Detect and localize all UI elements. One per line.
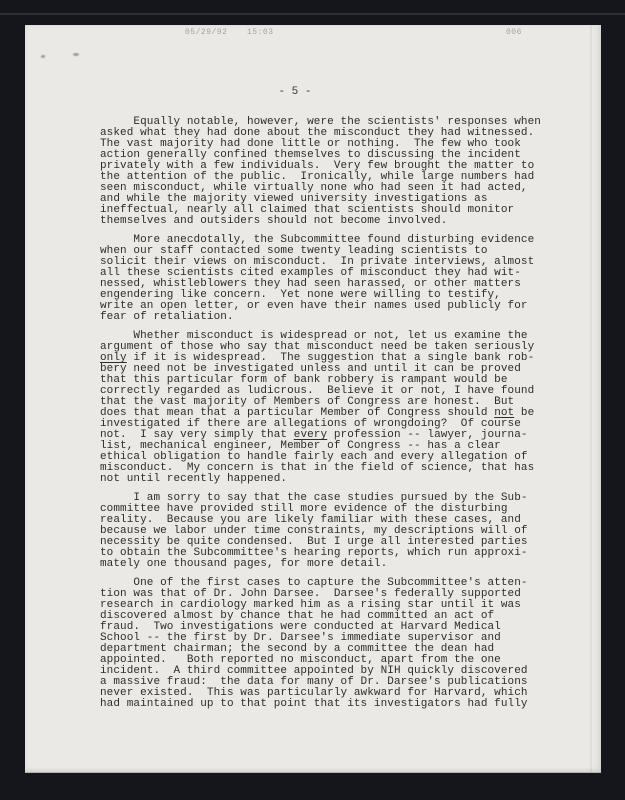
text-segment: bery need not be investigated unless and until it can be proved (100, 363, 521, 375)
text-segment: investigated if there are allegations of wrongdoing? Of course (100, 418, 521, 430)
text-segment: not. I say very simply that (100, 429, 294, 441)
text-segment: necessity be quite condensed. But I urge all interested parties (100, 536, 528, 548)
text-segment: correctly regarded as ludicrous. Believe it or not, I have found (100, 385, 535, 397)
text-segment: asked what they had done about the misconduct they had witnessed. (100, 127, 535, 139)
text-segment: write an open letter, or even have their names used publicly for (100, 300, 528, 312)
paragraph (100, 578, 568, 710)
text-segment: appointed. Both reported no misconduct, apart from the one (100, 654, 501, 666)
underlined-text: every (293, 429, 328, 441)
page-edge-crease (590, 25, 592, 772)
paragraph (100, 117, 568, 227)
paragraph (100, 331, 568, 485)
underlined-text: only (100, 352, 127, 364)
text-segment: that this particular form of bank robbery is rampant would be (100, 374, 508, 386)
text-segment: fraud. Two investigations were conducted at Harvard Medical (100, 621, 501, 633)
background-seam-line (0, 13, 625, 15)
text-segment: ethical obligation to handle fairly each and every allegation of (100, 451, 528, 463)
text-segment: not until recently happened. (100, 473, 288, 485)
fax-time: 15:03 (247, 28, 274, 37)
text-segment: committee have provided still more evidence of the disturbing (100, 503, 508, 515)
text-segment: be (514, 407, 535, 419)
text-segment: seen misconduct, while virtually none who had seen it had acted, (100, 182, 528, 194)
text-segment: reality. Because you are likely familiar with these cases, and (100, 514, 521, 526)
stray-mark (41, 55, 45, 58)
text-line (100, 559, 568, 570)
text-segment: all these scientists cited examples of misconduct they had wit- (100, 267, 521, 279)
text-segment: School -- the first by Dr. Darsee's immediate supervisor and (100, 632, 501, 644)
text-segment: argument of those who say that misconduct need be taken seriously (100, 341, 535, 353)
paragraph (100, 493, 568, 570)
text-segment: engendering like concern. Yet none were willing to testify, (100, 289, 501, 301)
fax-date: 05/29/92 (185, 28, 228, 37)
text-segment: never existed. This was particularly awkward for Harvard, which (100, 687, 528, 699)
text-segment: discovered almost by chance that he had committed an act of (100, 610, 495, 622)
fax-page-counter: 006 (506, 28, 522, 37)
text-segment: because we labor under time constraints, my descriptions will of (100, 525, 528, 537)
text-segment: Whether misconduct is widespread or not, let us examine the (100, 330, 528, 342)
text-segment: when our staff contacted some twenty leading scientists to (100, 245, 488, 257)
text-segment: that the vast majority of Members of Congress are honest. But (100, 396, 515, 408)
text-segment: nessed, whistleblowers they had seen harassed, or other matters (100, 278, 521, 290)
text-segment: if it is widespread. The suggestion that a single bank rob- (126, 352, 535, 364)
text-segment: had maintained up to that point that its investigators had fully (100, 698, 528, 710)
text-segment: I am sorry to say that the case studies pursued by the Sub- (100, 492, 528, 504)
text-segment: a massive fraud: the data for many of Dr. Darsee's publications (100, 676, 528, 688)
text-segment: action generally confined themselves to discussing the incident (100, 149, 521, 161)
text-segment: solicit their views on misconduct. In private interviews, almost (100, 256, 535, 268)
text-segment: and while the majority viewed university investigations as (100, 193, 488, 205)
text-segment: does that mean that a particular Member of Congress should (100, 407, 495, 419)
document-text (100, 117, 568, 718)
underlined-text: not (494, 407, 515, 419)
text-segment: privately with a few individuals. Very few brought the matter to (100, 160, 535, 172)
text-segment: Equally notable, however, were the scientists' responses when (100, 116, 541, 128)
text-line (100, 699, 568, 710)
text-segment: department chairman; the second by a committee the dean had (100, 643, 495, 655)
stray-mark (73, 53, 79, 56)
text-segment: list, mechanical engineer, Member of Congress -- has a clear (100, 440, 501, 452)
text-segment: tion was that of Dr. John Darsee. Darsee's federally supported (100, 588, 521, 600)
paragraph (100, 235, 568, 323)
text-segment: One of the first cases to capture the Subcommittee's atten- (100, 577, 528, 589)
text-segment: incident. A third committee appointed by NIH quickly discovered (100, 665, 528, 677)
text-segment: to obtain the Subcommittee's hearing reports, which run approxi- (100, 547, 528, 559)
text-segment: profession -- lawyer, journa- (327, 429, 528, 441)
text-segment: fear of retaliation. (100, 311, 234, 323)
text-segment: misconduct. My concern is that in the field of science, that has (100, 462, 535, 474)
text-segment: themselves and outsiders should not become involved. (100, 215, 448, 227)
text-segment: research in cardiology marked him as a rising star until it was (100, 599, 521, 611)
text-segment: The vast majority had done little or nothing. The few who took (100, 138, 521, 150)
text-line (100, 216, 568, 227)
text-line (100, 312, 568, 323)
text-segment: the attention of the public. Ironically, while large numbers had (100, 171, 535, 183)
page-number: - 5 - (278, 86, 312, 98)
text-segment: mately one thousand pages, for more detail. (100, 558, 388, 570)
text-segment: More anecdotally, the Subcommittee found disturbing evidence (100, 234, 535, 246)
scanned-page (25, 25, 601, 773)
text-line (100, 474, 568, 485)
text-segment: ineffectual, nearly all claimed that scientists should monitor (100, 204, 515, 216)
